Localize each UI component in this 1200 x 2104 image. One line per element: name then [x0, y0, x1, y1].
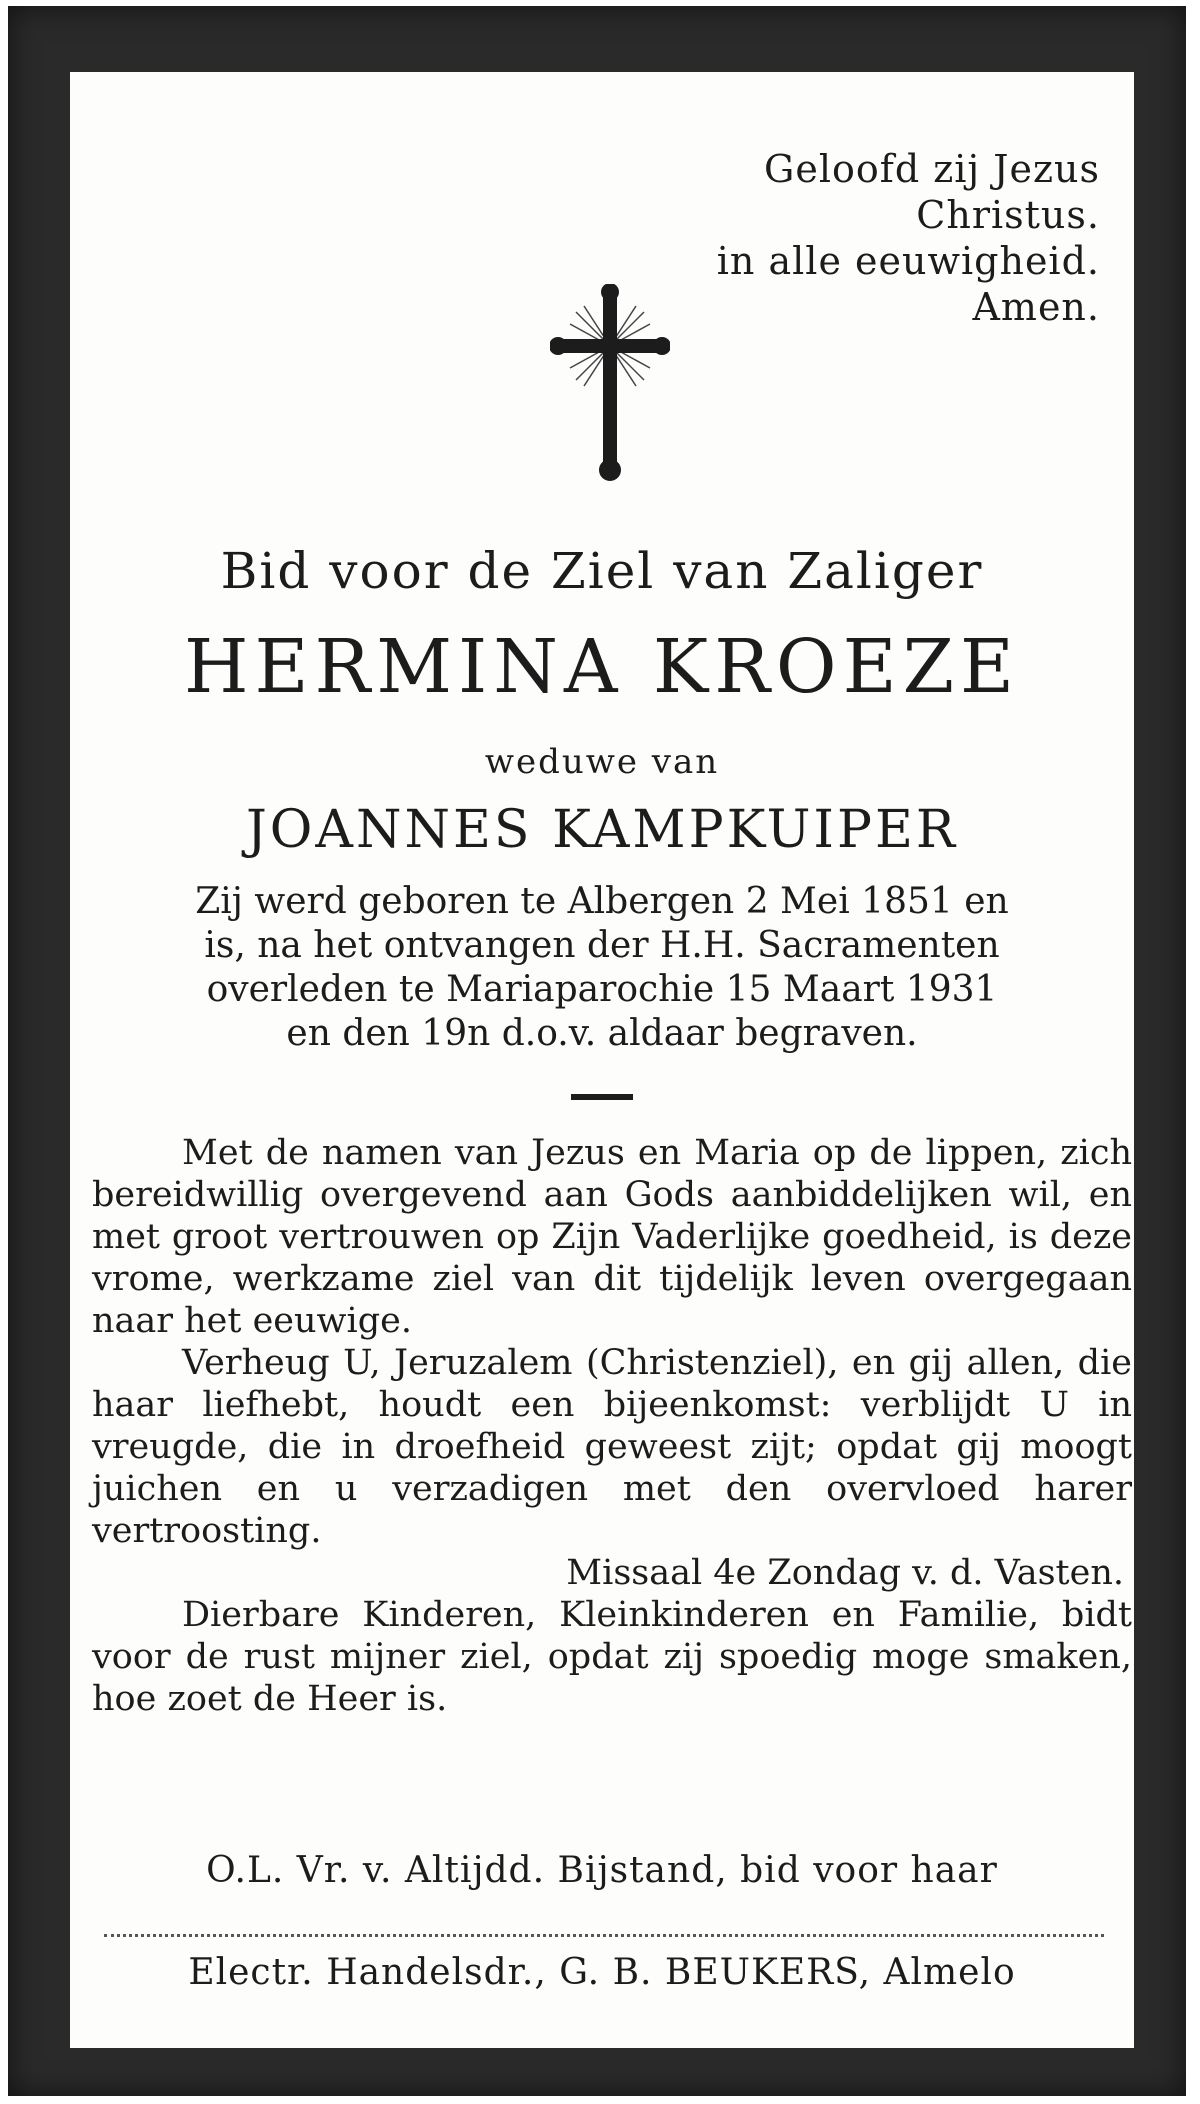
cross-icon — [550, 284, 670, 484]
deceased-name: HERMINA KROEZE — [183, 624, 1021, 710]
printer-credit: Electr. Handelsdr., G. B. BEUKERS, Almelo — [188, 1952, 1016, 1993]
closing-prayer: O.L. Vr. v. Altijdd. Bijstand, bid voor haar — [206, 1850, 998, 1891]
paragraph-family: Dierbare Kinderen, Kleinkinderen en Familie, bidt voor de rust mijner ziel, opdat zij spoedig moge smaken, hoe zoet de Heer is. — [92, 1595, 1132, 1719]
bio-line: is, na het ontvangen der H.H. Sacramenten — [204, 925, 1000, 966]
motto-line-1: Geloofd zij Jezus Christus. — [764, 147, 1100, 237]
memorial-text — [92, 1132, 1132, 1720]
paragraph-jerusalem: Verheug U, Jeruzalem (Christenziel), en gij allen, die haar liefhebt, houdt een bijeenkomst: verblijdt U in vreugde, die in droefheid geweest zijt; opdat gij moogt juichen en u verzadigen met den overvloed harer vertroosting. — [92, 1343, 1132, 1551]
dotted-divider — [104, 1934, 1104, 1937]
motto-line-2: in alle eeuwigheid. Amen. — [716, 239, 1100, 329]
paragraph-faith: Met de namen van Jezus en Maria op de lippen, zich bereidwillig overgevend aan Gods aanbiddelijken wil, en met groot vertrouwen op Zijn Vaderlijke goedheid, is deze vrome, werkzame ziel van dit tijdelijk leven overgegaan naar het eeuwige. — [92, 1133, 1132, 1341]
prayer-heading: Bid voor de Ziel van Zaliger — [220, 542, 984, 600]
widow-of-label: weduwe van — [484, 742, 720, 782]
bio-line: en den 19n d.o.v. aldaar begraven. — [286, 1013, 918, 1054]
memorial-card-border — [8, 6, 1186, 2096]
memorial-card — [70, 72, 1134, 2048]
bio-line: overleden te Mariaparochie 15 Maart 1931 — [206, 969, 998, 1010]
husband-name: JOANNES KAMPKUIPER — [245, 800, 959, 860]
bio-line: Zij werd geboren te Albergen 2 Mei 1851 en — [195, 881, 1009, 922]
biography — [100, 880, 1104, 1056]
motto — [610, 146, 1130, 330]
divider — [571, 1094, 633, 1100]
scripture-source: Missaal 4e Zondag v. d. Vasten. — [566, 1553, 1124, 1593]
